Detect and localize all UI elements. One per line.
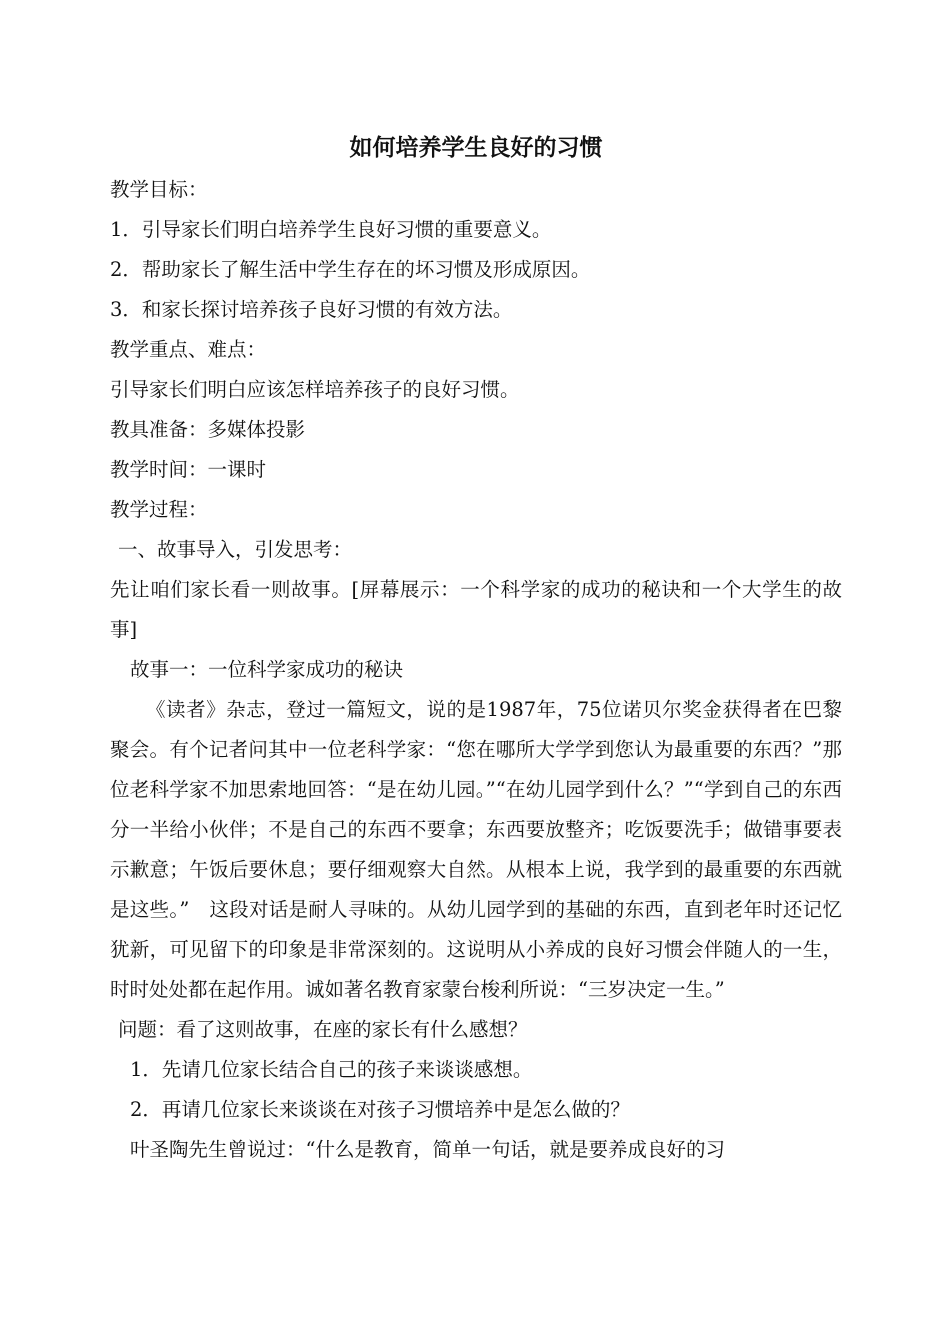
key-points-heading: 教学重点、难点： xyxy=(110,338,267,361)
time-line: 教学时间：一课时 xyxy=(110,458,267,481)
intro-paragraph: 先让咱们家长看一则故事。[屏幕展示：一个科学家的成功的秘诀和一个大学生的故事] xyxy=(110,578,842,641)
objective-item: 3．和家长探讨培养孩子良好习惯的有效方法。 xyxy=(110,298,513,321)
key-points-text: 引导家长们明白应该怎样培养孩子的良好习惯。 xyxy=(110,378,520,401)
quote-line: 叶圣陶先生曾说过：“什么是教育，简单一句话，就是要养成良好的习 xyxy=(130,1138,725,1161)
question-item: 1．先请几位家长结合自己的孩子来谈谈感想。 xyxy=(130,1058,533,1081)
objective-item: 1．引导家长们明白培养学生良好习惯的重要意义。 xyxy=(110,218,552,241)
objectives-heading: 教学目标： xyxy=(110,178,208,201)
section1-heading: 一、故事导入，引发思考： xyxy=(118,538,353,561)
materials-line: 教具准备：多媒体投影 xyxy=(110,418,306,441)
story1-heading: 故事一：一位科学家成功的秘诀 xyxy=(130,658,404,681)
story1-paragraph: 《读者》杂志，登过一篇短文，说的是1987年，75位诺贝尔奖金获得者在巴黎聚会。有个记者问其中一位老科学家：“您在哪所大学学到您认为最重要的东西？”那位老科学家不加思索地回答：“是在幼儿园。”“在幼儿园学到什么？”“学到自己的东西分一半给小伙伴；不是自己的东西不要拿；东西要放整齐；吃饭要洗手；做错事要表示歉意；午饭后要休息；要仔细观察大自然。从根本上说，我学到的最重要的东西就是这些。” 这段对话是耐人寻味的。从幼儿园学到的基础的东西，直到老年时还记忆犹新，可见留下的印象是非常深刻的。这说明从小养成的良好习惯会伴随人的一生，时时处处都在起作用。诚如著名教育家蒙台梭利所说：“三岁决定一生。” xyxy=(110,698,842,1001)
question-line: 问题：看了这则故事，在座的家长有什么感想？ xyxy=(118,1018,528,1041)
objective-item: 2．帮助家长了解生活中学生存在的坏习惯及形成原因。 xyxy=(110,258,591,281)
question-item: 2．再请几位家长来谈谈在对孩子习惯培养中是怎么做的？ xyxy=(130,1098,630,1121)
document-title: 如何培养学生良好的习惯 xyxy=(349,135,603,161)
process-heading: 教学过程： xyxy=(110,498,208,521)
